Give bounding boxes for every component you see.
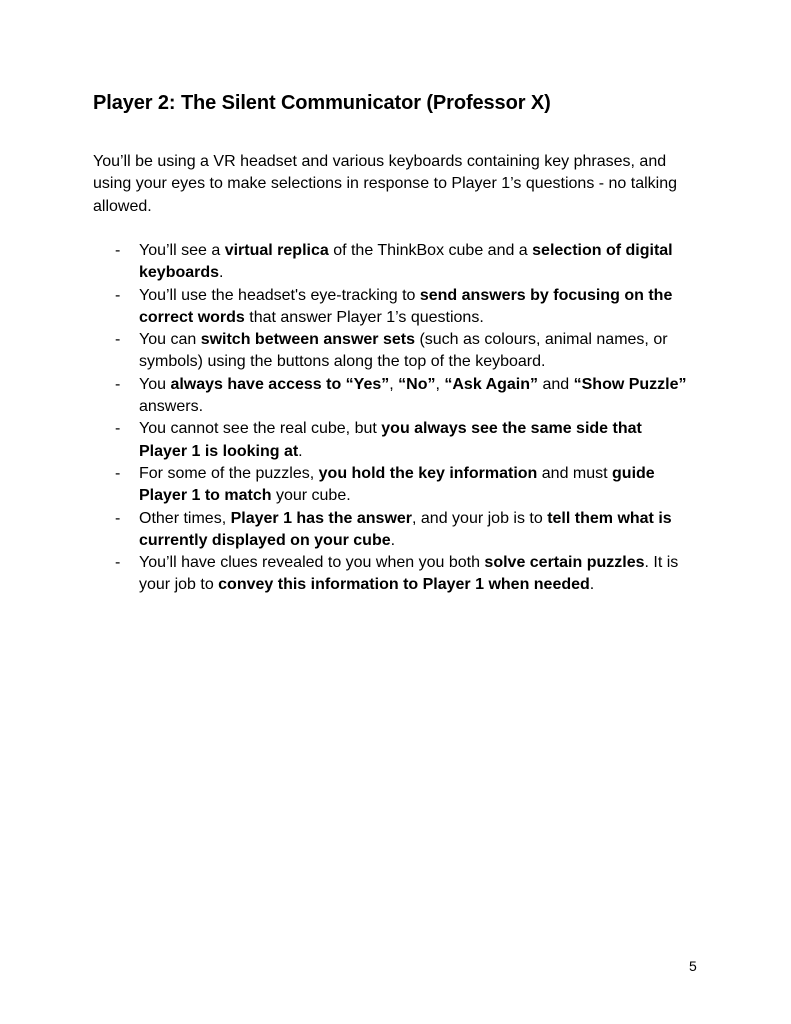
bold-text: send answers by focusing on the correct words <box>139 286 673 326</box>
bold-text: Player 1 has the answer <box>230 509 413 527</box>
text-segment: answers. <box>139 398 204 416</box>
text-segment: , and your job is to <box>412 509 548 527</box>
page-title: Player 2: The Silent Communicator (Professor X) <box>93 92 551 114</box>
bold-text: “Show Puzzle” <box>573 375 687 393</box>
text-segment: and must <box>537 464 613 482</box>
text-segment: You can <box>139 331 201 349</box>
text-segment: You cannot see the real cube, but <box>139 420 382 438</box>
list-item-text <box>139 418 703 463</box>
bullet-marker: - <box>115 464 121 482</box>
bullet-marker: - <box>115 375 121 393</box>
text-segment: For some of the puzzles, <box>139 464 319 482</box>
bullet-marker: - <box>115 509 121 527</box>
bold-text: selection of digital keyboards <box>139 242 673 282</box>
list-item-text <box>139 374 703 419</box>
text-segment: . <box>298 442 303 460</box>
text-segment: (such as colours, animal names, or symbols) using the buttons along the top of the keyboard. <box>139 331 668 371</box>
bold-text: “No” <box>398 375 436 393</box>
text-segment: of the ThinkBox cube and a <box>328 242 533 259</box>
bold-text: convey this information to Player 1 when needed <box>218 576 590 594</box>
text-segment: . <box>589 576 595 594</box>
text-segment: , <box>389 375 399 393</box>
text-segment: your cube. <box>271 487 351 505</box>
text-segment: Other times, <box>139 509 231 527</box>
bold-text: you always see the same side that Player 1 is looking at <box>139 420 642 460</box>
list-item <box>93 285 703 330</box>
text-segment: You <box>139 375 171 393</box>
text-segment: that answer Player 1’s questions. <box>244 308 484 326</box>
text-segment: You’ll use the headset's eye-tracking to <box>139 286 420 304</box>
text-segment: . It is your job to <box>139 554 679 594</box>
bullet-marker: - <box>115 331 121 349</box>
bold-text: guide Player 1 to match <box>139 464 655 505</box>
text-segment: You’ll have clues revealed to you when you both <box>139 554 485 572</box>
list-item-text <box>139 552 703 597</box>
list-item <box>93 240 703 285</box>
list-item <box>93 552 703 597</box>
bold-text: solve certain puzzles <box>484 554 645 572</box>
intro-paragraph: You’ll be using a VR headset and various keyboards containing key phrases, and using your eyes to make selections in response to Player 1’s questions - no talking allowed. <box>93 153 678 215</box>
bold-text: you hold the key information <box>318 464 538 482</box>
text-segment: . <box>390 531 396 549</box>
bold-text: “Ask Again” <box>444 375 539 393</box>
list-item-text <box>139 463 703 508</box>
text-segment: and <box>538 375 574 393</box>
list-item-text <box>139 508 703 553</box>
bullet-marker: - <box>115 286 121 304</box>
bold-text: always have access to “Yes” <box>170 375 390 393</box>
list-item-text <box>139 285 703 330</box>
list-item-text <box>139 240 703 285</box>
list-item <box>93 329 703 374</box>
bullet-list <box>93 240 703 597</box>
bullet-marker: - <box>115 420 121 438</box>
text-segment: , <box>435 375 445 393</box>
list-item <box>93 508 703 553</box>
list-item-text <box>139 329 703 374</box>
text-segment: You’ll see a <box>139 242 225 259</box>
list-item <box>93 418 703 463</box>
bullet-marker: - <box>115 242 121 259</box>
bold-text: virtual replica <box>224 242 329 259</box>
list-item <box>93 463 703 508</box>
bold-text: tell them what is currently displayed on your cube <box>139 509 672 549</box>
page-number: 5 <box>689 958 697 974</box>
text-segment: . <box>219 264 224 282</box>
list-item <box>93 374 703 419</box>
bold-text: switch between answer sets <box>200 331 415 349</box>
bullet-marker: - <box>115 554 121 572</box>
